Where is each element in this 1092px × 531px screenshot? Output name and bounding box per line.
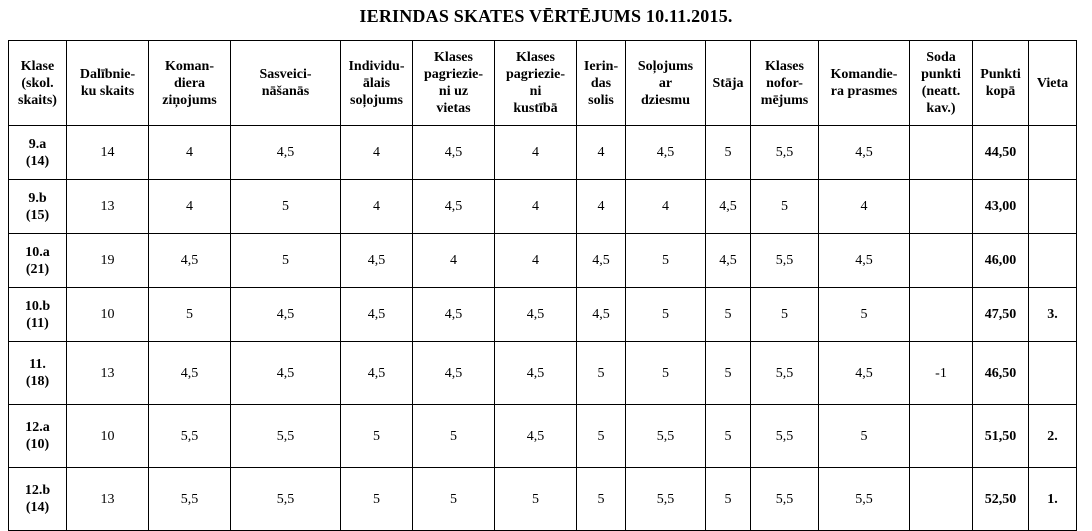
column-header-line: Individu- <box>348 58 405 74</box>
class-cell <box>9 342 67 405</box>
results-table <box>8 40 1077 531</box>
score-cell: 5,5 <box>751 126 819 180</box>
table-row <box>9 405 1077 468</box>
class-cell-line: 9.a <box>28 136 47 152</box>
column-header-line: (neatt. <box>921 84 961 99</box>
participants-cell: 10 <box>67 288 149 342</box>
score-cell: 4 <box>819 180 910 234</box>
score-cell: 4 <box>149 126 231 180</box>
column-header <box>9 41 67 126</box>
class-cell-line: (14) <box>25 500 50 515</box>
column-header-line: kav.) <box>926 101 956 116</box>
score-cell: 5 <box>706 405 751 468</box>
column-header <box>413 41 495 126</box>
table-row <box>9 342 1077 405</box>
score-cell: 4 <box>577 126 626 180</box>
score-cell: 5 <box>819 288 910 342</box>
column-header-line: Stāja <box>712 75 744 91</box>
class-cell-line: (10) <box>25 437 50 452</box>
total-cell: 46,50 <box>973 342 1029 405</box>
score-cell: 4,5 <box>231 342 341 405</box>
column-header <box>341 41 413 126</box>
score-cell: 5,5 <box>751 405 819 468</box>
penalty-cell <box>910 468 973 531</box>
column-header <box>67 41 149 126</box>
score-cell: 5,5 <box>751 234 819 288</box>
score-cell: 4,5 <box>819 234 910 288</box>
score-cell: 5 <box>626 234 706 288</box>
column-header <box>910 41 973 126</box>
column-header-line: soļojums <box>350 92 403 108</box>
score-cell: 4,5 <box>231 126 341 180</box>
score-cell: 4 <box>577 180 626 234</box>
place-cell <box>1029 234 1077 288</box>
score-cell: 5,5 <box>231 468 341 531</box>
class-cell <box>9 288 67 342</box>
score-cell: 5 <box>706 468 751 531</box>
class-cell-line: (15) <box>25 207 50 223</box>
column-header <box>819 41 910 126</box>
column-header-line: Klases <box>434 50 473 65</box>
header-row <box>9 41 1077 126</box>
column-header <box>231 41 341 126</box>
column-header <box>973 41 1029 126</box>
score-cell: 4 <box>341 180 413 234</box>
score-cell: 4,5 <box>341 288 413 342</box>
score-cell: 5 <box>231 234 341 288</box>
column-header-line: ra prasmes <box>830 84 898 99</box>
column-header-line: Komandie- <box>830 67 898 82</box>
column-header-line: skaits) <box>18 92 57 108</box>
score-cell: 5 <box>341 405 413 468</box>
class-cell-line: 11. <box>29 357 46 372</box>
score-cell: 5,5 <box>819 468 910 531</box>
penalty-cell <box>910 234 973 288</box>
score-cell: 4 <box>495 180 577 234</box>
column-header-line: pagriezie- <box>505 67 566 82</box>
column-header-line: Klase <box>20 58 55 74</box>
score-cell: 5 <box>751 288 819 342</box>
table-row <box>9 126 1077 180</box>
column-header <box>495 41 577 126</box>
score-cell: 4 <box>413 234 495 288</box>
score-cell: 4,5 <box>819 126 910 180</box>
class-cell-line: (14) <box>25 153 50 169</box>
column-header-line: ziņojums <box>162 92 217 108</box>
column-header-line: Koman- <box>165 58 214 74</box>
column-header-line: solis <box>588 92 614 108</box>
score-cell: 5 <box>706 288 751 342</box>
score-cell: 5 <box>413 405 495 468</box>
column-header-line: ni uz <box>438 84 469 99</box>
class-cell-line: 12.b <box>24 483 51 498</box>
score-cell: 5 <box>751 180 819 234</box>
participants-cell: 10 <box>67 405 149 468</box>
score-cell: 4,5 <box>577 288 626 342</box>
column-header-line: kustībā <box>513 101 558 116</box>
score-cell: 4,5 <box>149 234 231 288</box>
score-cell: 5,5 <box>751 342 819 405</box>
score-cell: 4,5 <box>495 342 577 405</box>
score-cell: 4,5 <box>626 126 706 180</box>
place-cell: 3. <box>1029 288 1077 342</box>
column-header <box>706 41 751 126</box>
column-header-line: Klases <box>516 50 555 65</box>
score-cell: 4 <box>495 126 577 180</box>
column-header-line: nofor- <box>766 75 803 91</box>
score-cell: 5,5 <box>626 468 706 531</box>
column-header-line: Dalībnie- <box>79 67 136 82</box>
column-header <box>149 41 231 126</box>
column-header-line: das <box>590 75 612 91</box>
class-cell <box>9 126 67 180</box>
score-cell: 4,5 <box>495 405 577 468</box>
score-cell: 4 <box>495 234 577 288</box>
table-row <box>9 180 1077 234</box>
column-header-line: (skol. <box>21 75 54 91</box>
table-row <box>9 468 1077 531</box>
score-cell: 4,5 <box>413 288 495 342</box>
total-cell: 46,00 <box>973 234 1029 288</box>
column-header-line: mējums <box>760 92 809 108</box>
score-cell: 4,5 <box>819 342 910 405</box>
column-header-line: ar <box>658 75 673 91</box>
score-cell: 4,5 <box>577 234 626 288</box>
class-cell <box>9 234 67 288</box>
column-header-line: Soļojums <box>637 58 694 74</box>
score-cell: 4 <box>149 180 231 234</box>
place-cell <box>1029 342 1077 405</box>
penalty-cell <box>910 288 973 342</box>
column-header-line: ālais <box>362 75 391 91</box>
score-cell: 5 <box>626 288 706 342</box>
score-cell: 4,5 <box>413 126 495 180</box>
place-cell: 1. <box>1029 468 1077 531</box>
total-cell: 47,50 <box>973 288 1029 342</box>
score-cell: 5 <box>495 468 577 531</box>
column-header-line: Ierin- <box>583 58 619 74</box>
table-body <box>9 126 1077 531</box>
place-cell <box>1029 126 1077 180</box>
score-cell: 5,5 <box>149 405 231 468</box>
score-cell: 4,5 <box>341 342 413 405</box>
column-header <box>751 41 819 126</box>
total-cell: 51,50 <box>973 405 1029 468</box>
score-cell: 5 <box>577 468 626 531</box>
score-cell: 4,5 <box>231 288 341 342</box>
column-header <box>577 41 626 126</box>
score-cell: 4,5 <box>495 288 577 342</box>
participants-cell: 19 <box>67 234 149 288</box>
score-cell: 5,5 <box>751 468 819 531</box>
class-cell-line: (21) <box>25 261 50 277</box>
class-cell <box>9 405 67 468</box>
column-header-line: vietas <box>436 101 471 116</box>
class-cell-line: 12.a <box>25 420 50 435</box>
score-cell: 5 <box>626 342 706 405</box>
participants-cell: 13 <box>67 342 149 405</box>
score-cell: 5 <box>706 342 751 405</box>
penalty-cell <box>910 126 973 180</box>
score-cell: 4,5 <box>706 234 751 288</box>
class-cell-line: 10.b <box>24 298 51 314</box>
score-cell: 4,5 <box>413 180 495 234</box>
column-header-line: Soda <box>926 50 956 65</box>
table-row <box>9 234 1077 288</box>
column-header-line: punkti <box>921 67 961 82</box>
score-cell: 5 <box>413 468 495 531</box>
score-cell: 5,5 <box>149 468 231 531</box>
score-cell: 4,5 <box>706 180 751 234</box>
participants-cell: 13 <box>67 468 149 531</box>
column-header-line: ku skaits <box>80 84 135 99</box>
total-cell: 44,50 <box>973 126 1029 180</box>
column-header <box>1029 41 1077 126</box>
score-cell: 5,5 <box>626 405 706 468</box>
score-cell: 4 <box>626 180 706 234</box>
penalty-cell: -1 <box>910 342 973 405</box>
score-cell: 4,5 <box>149 342 231 405</box>
class-cell <box>9 180 67 234</box>
place-cell: 2. <box>1029 405 1077 468</box>
score-cell: 4 <box>341 126 413 180</box>
score-cell: 5 <box>577 342 626 405</box>
score-cell: 5 <box>577 405 626 468</box>
column-header-line: nāšanās <box>261 84 310 99</box>
participants-cell: 14 <box>67 126 149 180</box>
column-header-line: pagriezie- <box>423 67 484 82</box>
penalty-cell <box>910 180 973 234</box>
column-header <box>626 41 706 126</box>
class-cell-line: 9.b <box>28 190 47 206</box>
total-cell: 43,00 <box>973 180 1029 234</box>
score-cell: 5 <box>149 288 231 342</box>
score-cell: 4,5 <box>341 234 413 288</box>
class-cell-line: (11) <box>26 315 49 331</box>
score-cell: 5 <box>341 468 413 531</box>
column-header-line: dziesmu <box>641 92 690 108</box>
participants-cell: 13 <box>67 180 149 234</box>
class-cell-line: 10.a <box>25 244 50 260</box>
column-header-line: Sasveici- <box>259 67 312 82</box>
table-row <box>9 288 1077 342</box>
place-cell <box>1029 180 1077 234</box>
score-cell: 4,5 <box>413 342 495 405</box>
score-cell: 5 <box>231 180 341 234</box>
column-header-line: diera <box>173 75 206 91</box>
class-cell-line: (18) <box>25 374 50 389</box>
score-cell: 5,5 <box>231 405 341 468</box>
class-cell <box>9 468 67 531</box>
score-cell: 5 <box>706 126 751 180</box>
column-header-line: ni <box>529 84 542 99</box>
score-cell: 5 <box>819 405 910 468</box>
column-header-line: Klases <box>765 58 804 74</box>
column-header-line: kopā <box>985 84 1016 99</box>
page-title: IERINDAS SKATES VĒRTĒJUMS 10.11.2015. <box>359 6 733 26</box>
column-header-line: Vieta <box>1036 75 1069 91</box>
penalty-cell <box>910 405 973 468</box>
column-header-line: Punkti <box>980 67 1021 82</box>
total-cell: 52,50 <box>973 468 1029 531</box>
